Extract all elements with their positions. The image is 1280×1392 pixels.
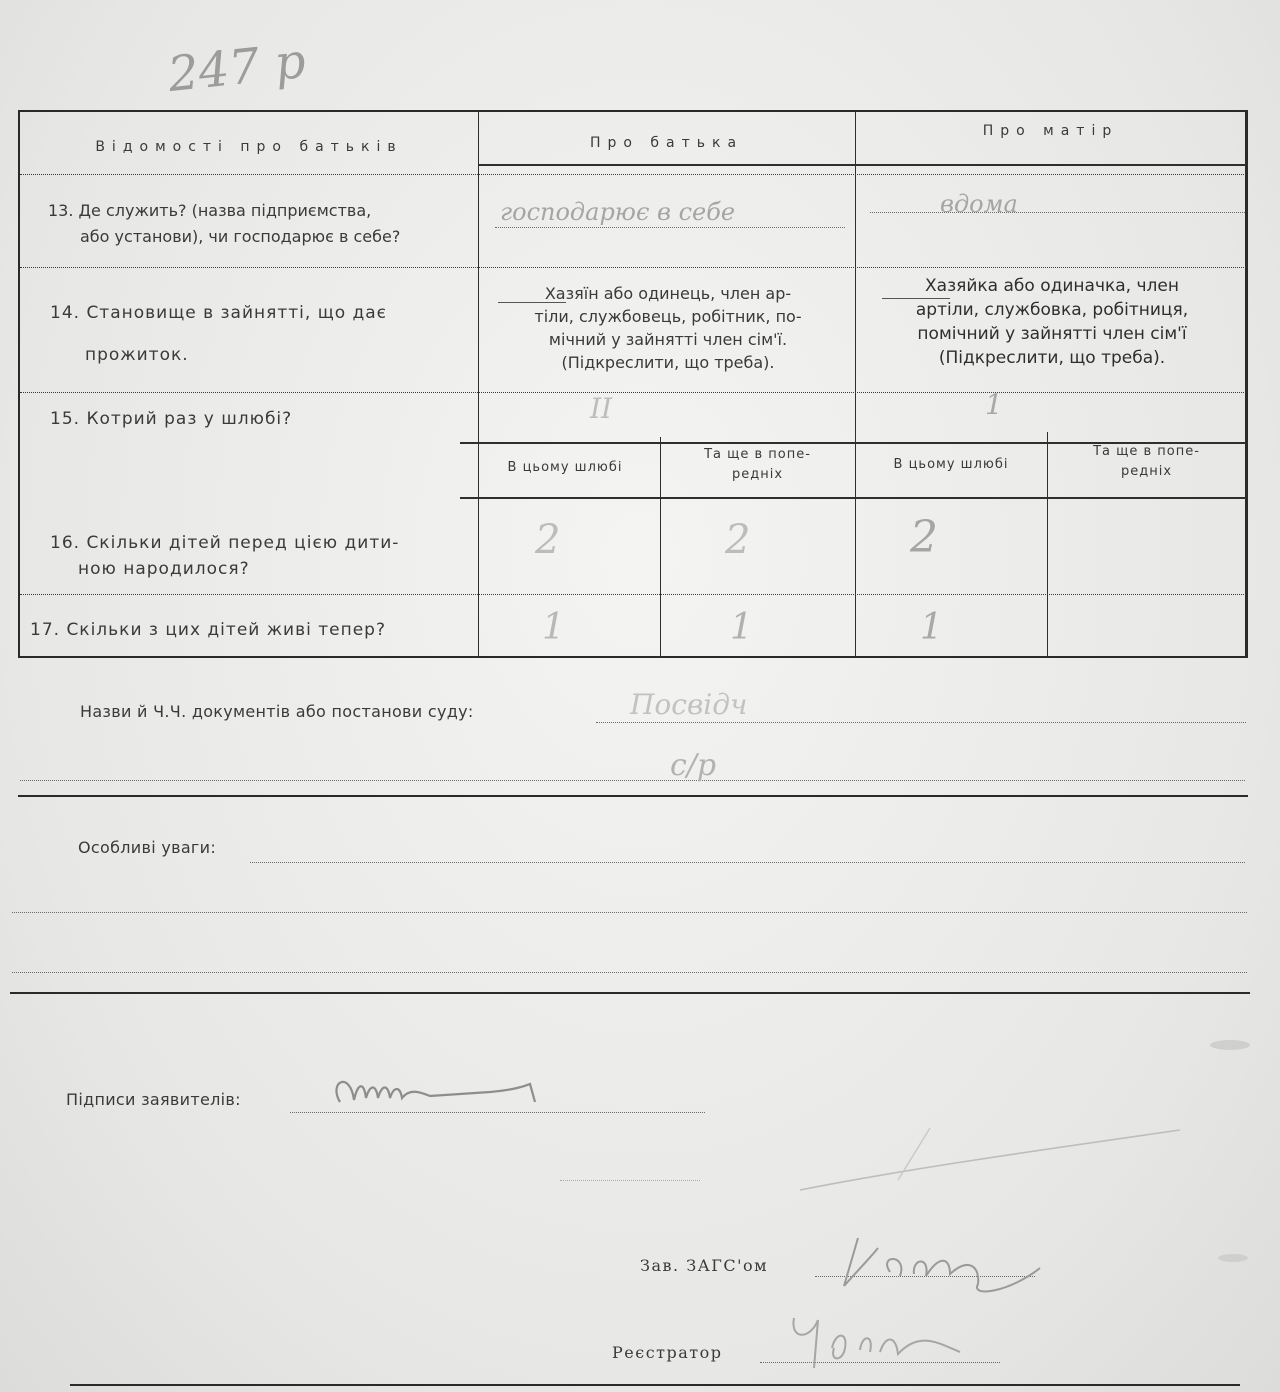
row16-mother-prev-line2: редніх — [1120, 464, 1173, 479]
row14-father-line1: Хазяїн або одинець, член ар- — [544, 284, 792, 303]
row17-label: 17. Скільки з цих дітей живі тепер? — [30, 620, 386, 640]
row16-father-prev-value: 2 — [725, 517, 751, 563]
registrar-signature — [770, 1300, 1000, 1380]
row16-father-this-header: В цьому шлюбі — [507, 460, 623, 475]
col-divider-2 — [855, 112, 856, 657]
notes-line-1 — [250, 862, 1245, 863]
row15-label: 15. Котрий раз у шлюбі? — [50, 409, 293, 429]
col-divider-1 — [478, 112, 479, 657]
head-office-label: Зав. ЗАГС'ом — [640, 1256, 769, 1275]
row16-father-prev-line1: Та ще в попе- — [704, 447, 811, 462]
row17-father-this-value: 1 — [542, 607, 565, 648]
page-mark — [1210, 1040, 1250, 1050]
row13-mother-value: вдома — [940, 190, 1018, 218]
row14-label-line1: 14. Становище в зайнятті, що дає — [50, 303, 388, 323]
row14-mother-options — [860, 274, 1244, 370]
row13-father-value: господарює в себе — [500, 198, 736, 226]
row14-father-line2: тіли, службовець, робітник, по- — [534, 307, 802, 326]
row14-father-underline — [498, 302, 566, 303]
notes-line-2 — [12, 912, 1247, 913]
row14-divider-top — [20, 267, 1246, 268]
documents-line-2 — [20, 780, 1245, 781]
corner-handwritten-note: 247 р — [165, 32, 309, 104]
notes-rule — [10, 992, 1250, 994]
applicants-label: Підписи заявителів: — [66, 1090, 241, 1109]
row16-father-prev-line2: редніх — [731, 467, 784, 482]
registrar-label: Реєстратор — [612, 1343, 723, 1362]
row17-divider-top — [20, 594, 1246, 595]
row14-mother-line2: артіли, службовка, робітниця, — [915, 300, 1189, 320]
documents-rule — [18, 795, 1248, 797]
row13-mother-line — [870, 212, 1245, 213]
header-parents-info: Відомості про батьків — [95, 139, 403, 155]
notes-line-3 — [12, 972, 1247, 973]
header-divider — [478, 164, 1248, 166]
cancel-stroke — [780, 1120, 1200, 1200]
applicant-signature — [320, 1062, 550, 1122]
row15-divider-top — [20, 392, 1246, 393]
row15-mother-value: 1 — [985, 388, 1003, 421]
header-father: Про батька — [589, 135, 744, 151]
row15-father-value: II — [590, 392, 613, 425]
header-mother: Про матір — [982, 123, 1119, 139]
row13-divider-top — [20, 174, 1246, 175]
documents-value-line1: Посвідч — [630, 688, 748, 721]
row14-mother-line3: помічний у зайнятті член сім'ї — [917, 324, 1187, 344]
row16-mother-prev-header — [1047, 442, 1246, 482]
parents-info-table — [18, 110, 1248, 658]
documents-label: Назви й Ч.Ч. документів або постанови суду: — [80, 702, 474, 721]
row16-mother-prev-line1: Та ще в попе- — [1093, 444, 1200, 459]
row14-mother-underline — [882, 298, 950, 299]
row14-mother-line4: (Підкреслити, що треба). — [938, 348, 1166, 368]
row16-father-prev-header — [660, 445, 855, 485]
head-office-signature — [830, 1228, 1060, 1298]
row13-father-line — [495, 227, 845, 228]
row17-mother-this-value: 1 — [920, 607, 943, 648]
row16-mother-this-header: В цьому шлюбі — [893, 457, 1009, 472]
row13-label-line2: або установи), чи господарює в себе? — [80, 227, 401, 246]
row13-label-line1: 13. Де служить? (назва підприємства, — [48, 201, 372, 220]
row16-subheader-bottom — [460, 497, 1246, 499]
row14-father-options — [482, 282, 854, 374]
row14-father-line4: (Підкреслити, що треба). — [561, 353, 775, 372]
row16-father-this-value: 2 — [535, 517, 561, 563]
row14-mother-line1: Хазяйка або одиначка, член — [925, 276, 1179, 296]
row14-father-line3: мічний у зайнятті член сім'ї. — [548, 330, 788, 349]
applicants-line-2 — [560, 1180, 700, 1181]
notes-label: Особливі уваги: — [78, 838, 217, 857]
bottom-rule — [70, 1384, 1240, 1386]
row16-mother-this-value: 2 — [910, 512, 938, 563]
page-mark-2 — [1218, 1254, 1248, 1262]
row16-label-line1: 16. Скільки дітей перед цією дити- — [50, 533, 400, 553]
row14-label-line2: прожиток. — [85, 345, 189, 365]
row17-father-prev-value: 1 — [730, 607, 753, 648]
row16-label-line2: ною народилося? — [78, 559, 250, 579]
documents-line-1 — [596, 722, 1246, 723]
documents-value-line2: с/р — [670, 748, 717, 783]
